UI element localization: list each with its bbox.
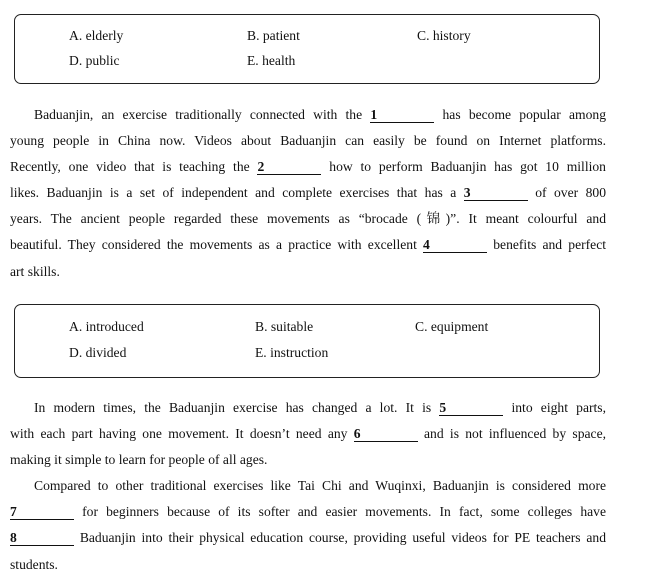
option-e: E. health [247,53,296,68]
line-text: with each part having one movement. It doesn’t need any [10,426,354,442]
line-text: Recently, one video that is teaching the [10,159,258,175]
text-line [10,154,606,180]
word-bank-1 [14,14,600,84]
line-text: benefits and perfect [487,237,606,253]
line-text: Compared to other traditional exercises like Tai Chi and Wuqinxi, Baduanjin is considered more [34,478,606,494]
line-text: beautiful. They considered the movements as a practice with excellent [10,237,424,253]
text-line [10,206,606,232]
answer-blank-3[interactable]: 3 [464,185,528,201]
line-text: how to perform Baduanjin has got 10 million [321,159,606,175]
word-bank-2 [14,304,600,378]
passage-paragraph-1 [10,102,606,285]
line-text: has become popular among [434,107,606,122]
line-text: art skills. [10,263,60,279]
text-line [10,499,606,525]
answer-blank-7[interactable]: 7 [10,504,74,520]
option-b: B. suitable [255,319,314,334]
text-line [10,552,606,578]
text-line [10,232,606,258]
text-line [10,128,606,154]
option-d: D. public [69,53,120,68]
option-e: E. instruction [255,345,329,360]
passage-paragraph-2 [10,395,606,578]
line-text: years. The ancient people regarded these movements as “brocade (锦)”. It meant colourful and [10,211,606,227]
line-text: Baduanjin, an exercise traditionally connected with the [34,107,371,122]
option-c: C. equipment [415,319,489,334]
line-text: making it simple to learn for people of all ages. [10,452,268,468]
option-a: A. introduced [69,319,144,334]
option-b: B. patient [247,28,300,43]
line-text: for beginners because of its softer and easier movements. In fact, some colleges have [74,504,606,520]
line-text: students. [10,556,58,572]
option-a: A. elderly [69,28,124,43]
text-line [10,259,606,285]
answer-blank-8[interactable]: 8 [10,530,74,546]
text-line [10,102,606,128]
text-line [10,473,606,499]
answer-blank-1[interactable]: 1 [370,107,434,123]
text-line [10,447,606,473]
line-text: likes. Baduanjin is a set of independent and complete exercises that has a [10,185,464,201]
line-text: and is not influenced by space, [417,426,606,442]
text-line [10,395,606,421]
answer-blank-2[interactable]: 2 [257,159,321,175]
option-d: D. divided [69,345,127,360]
answer-blank-4[interactable]: 4 [423,237,487,253]
answer-blank-6[interactable]: 6 [354,426,418,442]
line-text: Baduanjin into their physical education course, providing useful videos for PE teachers and [74,530,606,546]
line-text: young people in China now. Videos about Baduanjin can easily be found on Internet platforms. [10,133,606,149]
text-line [10,525,606,551]
line-text: of over 800 [527,185,606,201]
answer-blank-5[interactable]: 5 [439,400,503,416]
text-line [10,180,606,206]
line-text: In modern times, the Baduanjin exercise has changed a lot. It is [34,400,440,415]
option-c: C. history [417,28,471,43]
text-line [10,421,606,447]
line-text: into eight parts, [503,400,606,415]
